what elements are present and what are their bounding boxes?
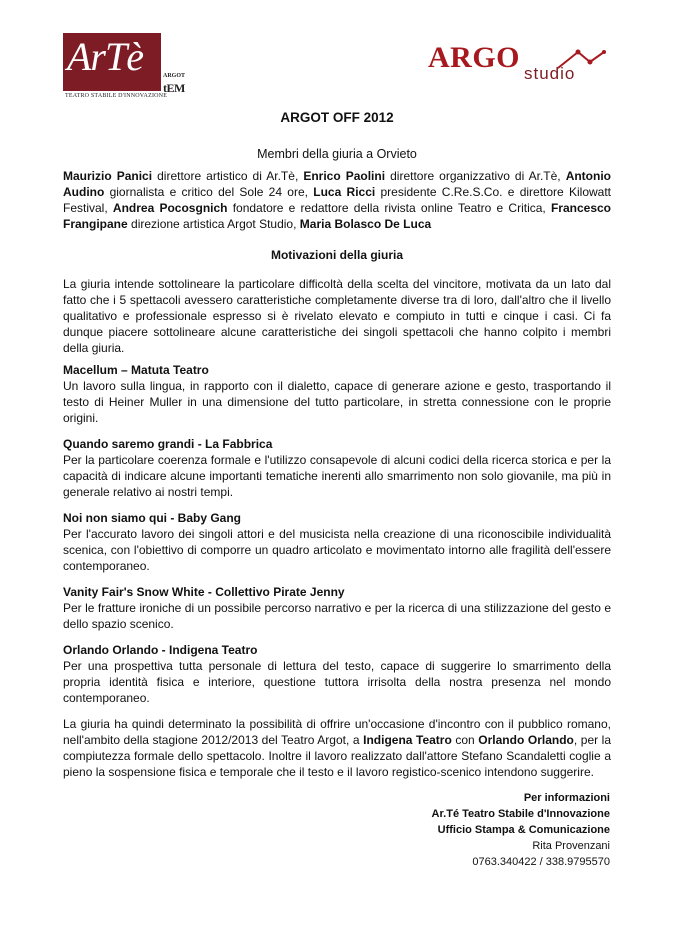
show-description: Per una prospettiva tutta personale di lettura del testo, capace di suggerire lo smarrimento della propria identità fisica e interiore, questione tuttora irrisolta della nostra presenza nel mondo contemporaneo. xyxy=(63,659,611,705)
closing-text: con xyxy=(451,733,479,747)
contact-phones: 0763.340422 / 338.9795570 xyxy=(472,856,610,868)
contact-org: Ar.Té Teatro Stabile d'Innovazione xyxy=(431,808,610,820)
arte-logo-box xyxy=(63,33,161,91)
contact-office: Ufficio Stampa & Comunicazione xyxy=(437,824,610,836)
jury-name: Andrea Pocosgnich xyxy=(112,201,228,215)
argo-logo-studio: studio xyxy=(524,64,576,83)
jury-name: Francesco Frangipane xyxy=(63,201,611,231)
jury-role: direzione artistica Argot Studio, xyxy=(127,217,300,231)
argo-logo-word: ARGO xyxy=(428,41,520,74)
show-title: Orlando Orlando - Indigena Teatro xyxy=(63,643,258,657)
jury-paragraph xyxy=(63,168,611,232)
show-title: Quando saremo grandi - La Fabbrica xyxy=(63,437,273,451)
show-description: Per la particolare coerenza formale e l'utilizzo consapevole di alcuni codici della ricerca storica e per la capacità di indicare alcune importanti tematiche inerenti allo smarrimento non solo giovanile, ma più in generale relativo ai nostri tempi. xyxy=(63,453,611,499)
show-title: Noi non siamo qui - Baby Gang xyxy=(63,511,242,525)
jury-name: Antonio Audino xyxy=(63,169,612,199)
page-subtitle: Membri della giuria a Orvieto xyxy=(257,147,417,161)
jury-name: Enrico Paolini xyxy=(303,169,386,183)
arte-logo-tem: tEM xyxy=(163,81,185,95)
contact-label: Per informazioni xyxy=(523,792,610,804)
arte-logo xyxy=(63,33,189,97)
closing-text: , per la compiutezza formale dello spettacolo. Inoltre il lavoro realizzato dall'attore Stefano Scandaletti coglie a pieno la sospensione fisica e temporale che il testo e il lavoro registico-scenico intendono suggerire. xyxy=(63,733,612,779)
argo-studio-logo xyxy=(428,42,610,90)
motivations-heading: Motivazioni della giuria xyxy=(270,248,404,262)
argo-logo-mark-icon xyxy=(556,48,606,70)
jury-role: fondatore e redattore della rivista online Teatro e Critica, xyxy=(227,201,551,215)
jury-name: Maurizio Panici xyxy=(63,169,153,183)
page-title: ARGOT OFF 2012 xyxy=(280,110,394,125)
closing-text: La giuria ha quindi determinato la possibilità di offrire un'occasione d'incontro con il pubblico romano, nell'ambito della stagione 2012/2013 del Teatro Argot, a xyxy=(63,717,611,747)
jury-role: giornalista e critico del Sole 24 ore, xyxy=(104,185,314,199)
show-description: Per l'accurato lavoro dei singoli attori e del musicista nella creazione di una riconoscibile individualità scenica, con l'obiettivo di comporre un quadro articolato e movimentato intorno alle fragilità dell'essere contemporaneo. xyxy=(63,527,611,573)
contact-person: Rita Provenzani xyxy=(532,840,610,852)
show-description: Un lavoro sulla lingua, in rapporto con il dialetto, capace di generare azione e gesto, trasportando il testo di Heiner Muller in una dimensione del tutto particolare, in stretta connessione con le proprie origini. xyxy=(63,379,611,425)
arte-logo-argot: ARGOT xyxy=(163,73,186,79)
arte-logo-subtitle: TEATRO STABILE D'INNOVAZIONE xyxy=(65,93,168,99)
intro-paragraph: La giuria intende sottolineare la particolare difficoltà della scelta del vincitore, motivata da un lato dal fatto che i 5 spettacoli avessero caratteristiche completamente diverse tra di loro, dall'altro che il livello qualitativo e professionale espresso si è rivelato elevato e compiuto in tutti e cinque i casi. Ci fa dunque piacere sottolineare alcune caratteristiche dei singoli spettacoli che hanno colpito i membri della giuria. xyxy=(63,277,611,355)
show-description: Per le fratture ironiche di un possibile percorso narrativo e per la ricerca di una stilizzazione del gesto e dello spazio scenico. xyxy=(63,601,611,631)
closing-paragraph xyxy=(63,716,611,780)
arte-logo-word: ArTè xyxy=(67,34,143,79)
show-title: Macellum – Matuta Teatro xyxy=(63,363,209,377)
jury-role: direttore artistico di Ar.Tè, xyxy=(152,169,304,183)
closing-company: Indigena Teatro xyxy=(363,733,452,747)
jury-role: direttore organizzativo di Ar.Tè, xyxy=(385,169,566,183)
jury-role: presidente C.Re.S.Co. e direttore Kilowatt Festival, xyxy=(63,185,612,215)
show-title: Vanity Fair's Snow White - Collettivo Pirate Jenny xyxy=(63,585,345,599)
jury-name: Maria Bolasco De Luca xyxy=(299,217,432,231)
jury-name: Luca Ricci xyxy=(313,185,376,199)
closing-show: Orlando Orlando xyxy=(478,733,574,747)
